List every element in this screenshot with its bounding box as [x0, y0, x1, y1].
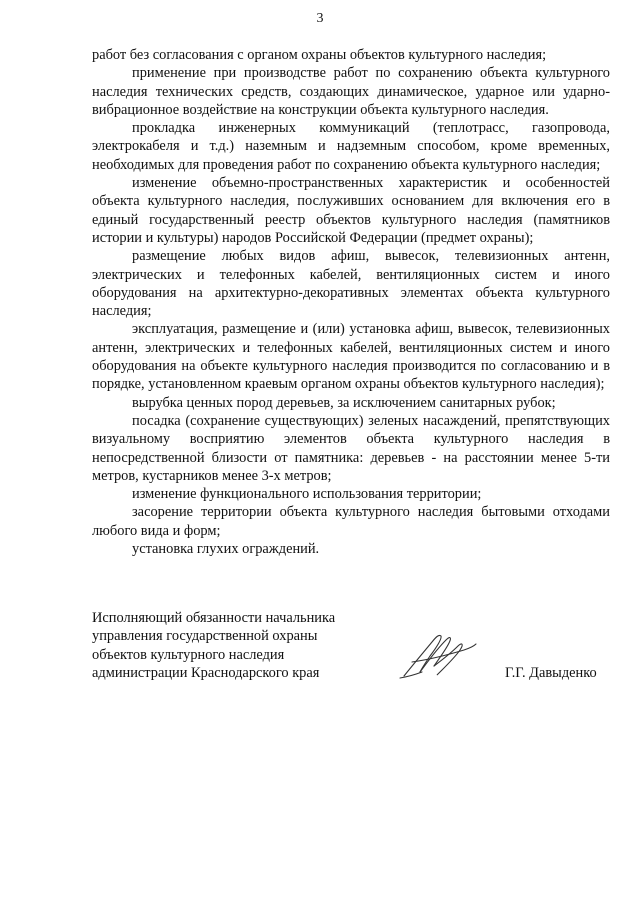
position-line: управления государственной охраны [92, 628, 318, 645]
paragraph-spatial-changes: изменение объемно-пространственных характеристик и особенностей объекта культурного наследия, послуживших основанием для включения его в единый государственный реестр объектов культурного наследия (памятников истории и культуры) народов Российской Федерации (предмет охраны); [92, 175, 610, 246]
paragraph-planting: посадка (сохранение существующих) зеленых насаждений, препятствующих визуальному восприятию элементов объекта культурного наследия в непосредственной близости от памятника: деревьев - на расстоянии менее 5-ти метров, кустарников менее 3-х метров; [92, 412, 610, 484]
paragraph-technical-means: применение при производстве работ по сохранению объекта культурного наследия технических средств, создающих динамическое, ударное или ударно-вибрационное воздействие на конструкции объекта культурного наследия. [92, 65, 610, 118]
handwritten-signature [392, 626, 482, 682]
paragraph-signage-placement: размещение любых видов афиш, вывесок, телевизионных антенн, электрических и телефонных кабелей, вентиляционных систем и иного оборудования на архитектурно-декоративных элементах объекта культурного наследия; [92, 248, 610, 320]
signer-name: Г.Г. Давыденко [505, 665, 597, 681]
paragraph-operation-installation: эксплуатация, размещение и (или) установка афиш, вывесок, телевизионных антенн, электрических и телефонных кабелей, вентиляционных систем и иного оборудования на объекте культурного наследия производится по согласованию и в порядке, установленном краевым органом охраны объектов культурного наследия); [92, 321, 610, 393]
position-line: Исполняющий обязанности начальника [92, 610, 336, 626]
document-body [92, 46, 610, 558]
position-line: администрации Краснодарского края [92, 664, 320, 681]
paragraph-littering: засорение территории объекта культурного наследия бытовыми отходами любого вида и форм; [92, 504, 610, 539]
paragraph-tree-felling: вырубка ценных пород деревьев, за исключением санитарных рубок; [132, 394, 556, 411]
page-number: 3 [316, 11, 324, 26]
paragraph-land-use-change: изменение функционального использования территории; [132, 486, 482, 503]
position-line: объектов культурного наследия [92, 646, 285, 663]
paragraph-utilities: прокладка инженерных коммуникаций (теплотрасс, газопровода, электрокабеля и т.д.) наземным и надземным способом, кроме временных, необходимых для проведения работ по сохранению объекта культурного наследия; [92, 120, 610, 173]
paragraph-continuation: работ без согласования с органом охраны объектов культурного наследия; [92, 47, 547, 63]
paragraph-fences: установка глухих ограждений. [132, 541, 320, 558]
